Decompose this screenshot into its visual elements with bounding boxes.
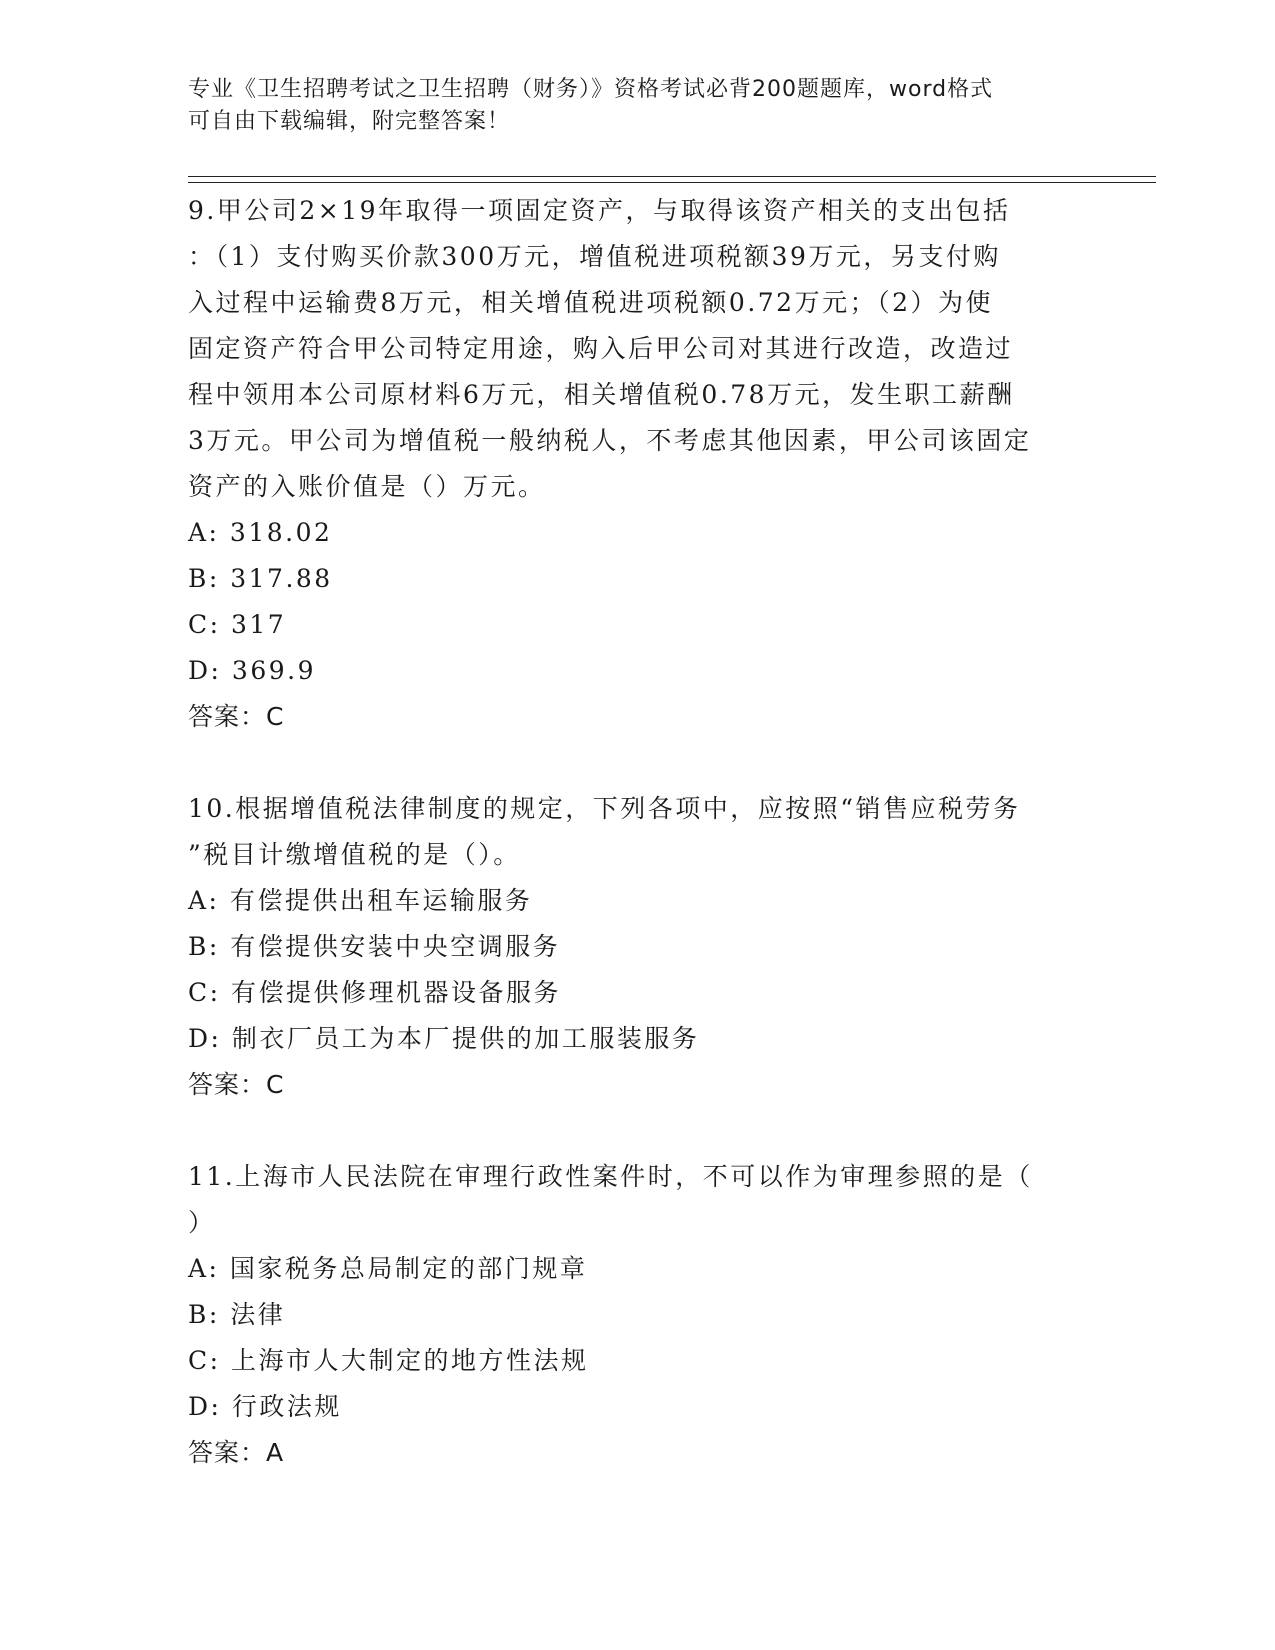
option-b: B: 有偿提供安装中央空调服务 [188, 932, 561, 961]
header-divider-top [188, 176, 1156, 177]
header-line-1: 专业《卫生招聘考试之卫生招聘（财务）》资格考试必背200题题库，word格式 [188, 77, 994, 102]
question-stem [188, 786, 1088, 878]
stem-line: ：（1）支付购买价款300万元，增值税进项税额39万元，另支付购 [188, 242, 1001, 271]
option-d: D: 制衣厂员工为本厂提供的加工服装服务 [188, 1024, 700, 1053]
stem-line: 程中领用本公司原材料6万元，相关增值税0.78万元，发生职工薪酬 [188, 380, 1015, 409]
stem-line: 入过程中运输费8万元，相关增值税进项税额0.72万元；（2）为使 [188, 288, 993, 317]
question-11 [188, 1154, 1088, 1476]
stem-line: ”税目计缴增值税的是（）。 [188, 840, 521, 869]
option-a: A: 318.02 [188, 518, 333, 547]
question-list [188, 188, 1088, 1476]
document-header [188, 74, 1088, 138]
option-a: A: 国家税务总局制定的部门规章 [188, 1254, 588, 1283]
option-d: D: 369.9 [188, 656, 316, 685]
question-spacer [188, 740, 1088, 786]
option-b: B: 法律 [188, 1300, 286, 1329]
question-stem [188, 1154, 1088, 1246]
option-b: B: 317.88 [188, 564, 333, 593]
header-divider-bottom [188, 182, 1156, 183]
answer-line: 答案：A [188, 1438, 285, 1467]
stem-line: 11.上海市人民法院在审理行政性案件时，不可以作为审理参照的是（ [188, 1162, 1033, 1191]
stem-line: 固定资产符合甲公司特定用途，购入后甲公司对其进行改造，改造过 [188, 334, 1014, 363]
stem-line: 3万元。甲公司为增值税一般纳税人，不考虑其他因素，甲公司该固定 [188, 426, 1032, 455]
question-9 [188, 188, 1088, 740]
question-10 [188, 786, 1088, 1108]
stem-line: ） [188, 1208, 216, 1237]
option-c: C: 有偿提供修理机器设备服务 [188, 978, 561, 1007]
answer-line: 答案：C [188, 702, 285, 731]
option-c: C: 上海市人大制定的地方性法规 [188, 1346, 589, 1375]
option-a: A: 有偿提供出租车运输服务 [188, 886, 533, 915]
stem-line: 9.甲公司2×19年取得一项固定资产，与取得该资产相关的支出包括 [188, 196, 1011, 225]
question-spacer [188, 1108, 1088, 1154]
option-d: D: 行政法规 [188, 1392, 342, 1421]
header-line-2: 可自由下载编辑，附完整答案！ [188, 109, 511, 134]
stem-line: 10.根据增值税法律制度的规定，下列各项中，应按照“销售应税劳务 [188, 794, 1021, 823]
stem-line: 资产的入账价值是（）万元。 [188, 472, 546, 501]
option-c: C: 317 [188, 610, 287, 639]
answer-line: 答案：C [188, 1070, 285, 1099]
question-stem [188, 188, 1088, 510]
